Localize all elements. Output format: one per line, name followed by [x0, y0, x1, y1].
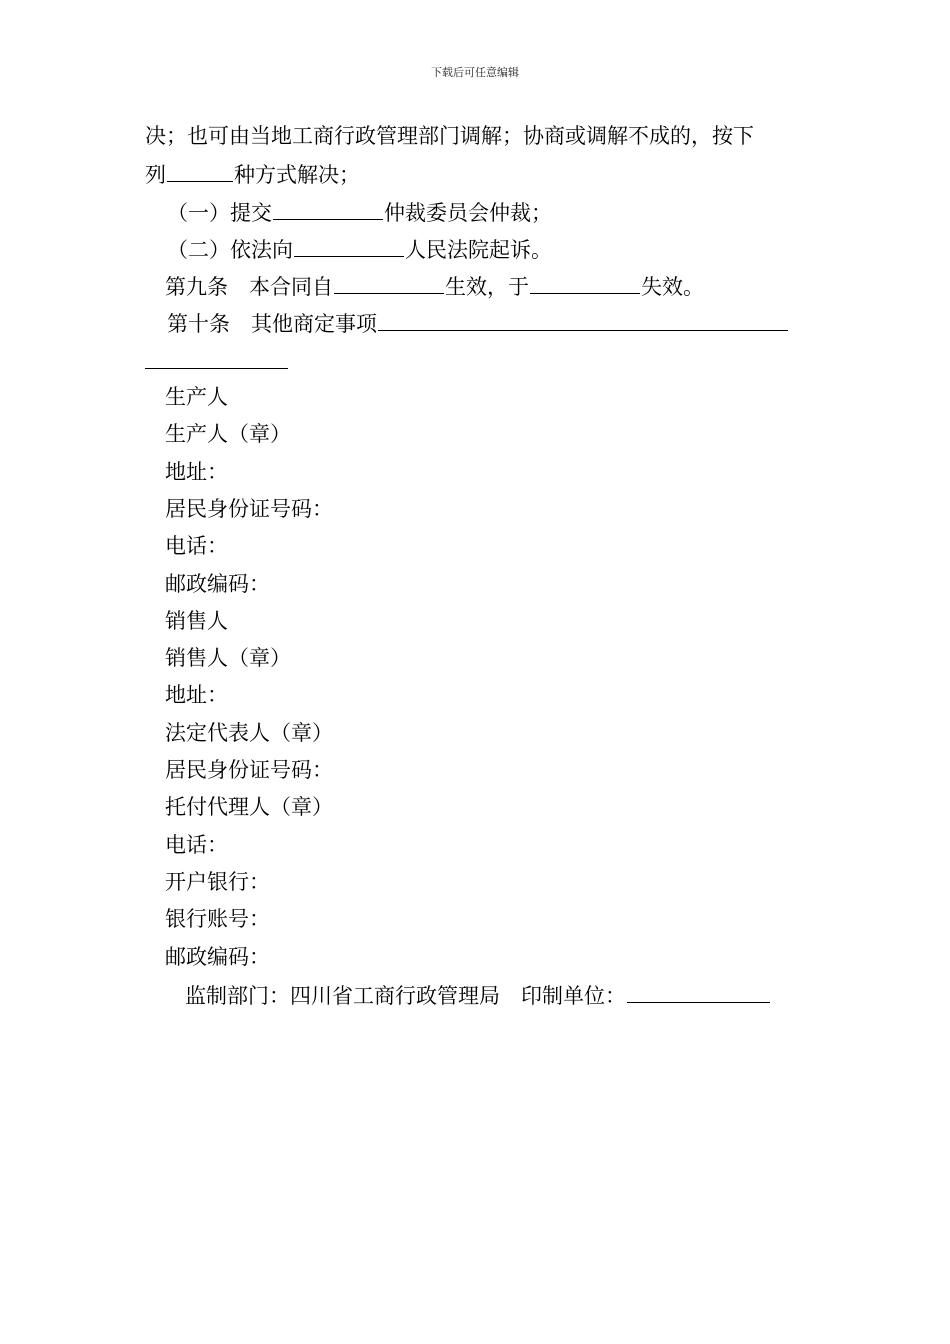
litigation-option-prefix: （二）依法向 [167, 237, 293, 262]
arbitration-option-suffix: 仲裁委员会仲裁； [384, 200, 552, 225]
producer-id-number: 居民身份证号码： [165, 496, 333, 521]
court-name-blank[interactable] [294, 230, 404, 257]
seller-address: 地址： [165, 683, 228, 708]
article-10-continuation [145, 342, 810, 379]
article-9-prefix: 第九条 本合同自 [165, 275, 333, 300]
seller-agent: 托付代理人（章） [165, 795, 333, 820]
footer-line [145, 976, 810, 1013]
other-matters-blank[interactable] [378, 304, 788, 331]
article-9 [145, 267, 810, 304]
seller-id-number: 居民身份证号码： [165, 758, 333, 783]
effective-date-blank[interactable] [334, 267, 444, 294]
expiry-date-blank[interactable] [530, 267, 640, 294]
producer-seal: 生产人（章） [165, 422, 291, 447]
arbitration-option [145, 193, 810, 230]
seller-seal: 销售人（章） [165, 646, 291, 671]
dispute-clause-line-1 [145, 118, 810, 155]
page-header-watermark: 下载后可任意编辑 [431, 66, 519, 79]
seller-heading: 销售人 [165, 608, 228, 633]
article-9-mid: 生效，于 [445, 275, 529, 300]
resolution-method-blank[interactable] [167, 155, 233, 182]
supervising-department: 监制部门：四川省工商行政管理局 [185, 983, 500, 1008]
printing-unit-blank[interactable] [627, 976, 770, 1003]
seller-bank: 开户银行： [165, 869, 270, 894]
other-matters-blank-continued[interactable] [145, 342, 288, 369]
article-10 [145, 304, 810, 341]
dispute-clause-suffix: 种方式解决； [234, 163, 360, 188]
producer-address: 地址： [165, 459, 228, 484]
seller-account: 银行账号： [165, 907, 270, 932]
dispute-clause-prefix: 列 [145, 163, 166, 188]
producer-postal-code: 邮政编码： [165, 571, 270, 596]
producer-phone: 电话： [165, 534, 228, 559]
dispute-clause-line-2 [145, 155, 810, 192]
contract-body [145, 118, 810, 1013]
seller-legal-representative: 法定代表人（章） [165, 720, 333, 745]
arbitration-option-prefix: （一）提交 [167, 200, 272, 225]
seller-postal-code: 邮政编码： [165, 944, 270, 969]
litigation-option [145, 230, 810, 267]
seller-phone: 电话： [165, 832, 228, 857]
arbitration-committee-blank[interactable] [273, 193, 383, 220]
dispute-clause-text: 决；也可由当地工商行政管理部门调解；协商或调解不成的，按下 [145, 124, 754, 148]
printing-unit-label: 印制单位： [521, 983, 626, 1008]
producer-heading: 生产人 [165, 385, 228, 410]
article-9-suffix: 失效。 [641, 275, 704, 300]
article-10-prefix: 第十条 其他商定事项 [167, 312, 377, 337]
litigation-option-suffix: 人民法院起诉。 [405, 237, 552, 262]
